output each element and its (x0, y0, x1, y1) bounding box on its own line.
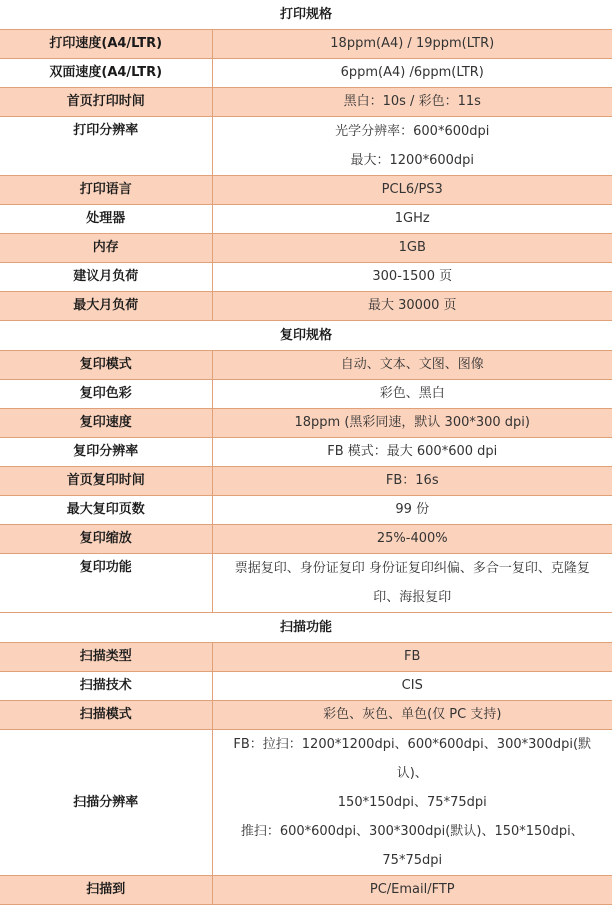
section-title: 打印规格 (0, 0, 612, 30)
spec-row (0, 438, 612, 467)
spec-value (212, 380, 612, 409)
spec-value (212, 525, 612, 554)
spec-label: 复印功能 (0, 554, 212, 613)
spec-value (212, 176, 612, 205)
spec-value (212, 438, 612, 467)
spec-row (0, 88, 612, 117)
spec-value (212, 409, 612, 438)
spec-value-line: 彩色、黑白 (379, 386, 445, 401)
spec-label: 复印分辨率 (0, 438, 212, 467)
spec-row (0, 496, 612, 525)
spec-value (212, 876, 612, 905)
spec-row (0, 525, 612, 554)
spec-label: 处理器 (0, 205, 212, 234)
spec-value (212, 467, 612, 496)
spec-value (212, 496, 612, 525)
spec-value-line: CIS (401, 678, 423, 693)
spec-row (0, 263, 612, 292)
spec-value-line: FB (404, 649, 421, 664)
spec-value (212, 554, 612, 613)
spec-label: 最大月负荷 (0, 292, 212, 321)
spec-value-line: 彩色、灰色、单色(仅 PC 支持) (323, 707, 502, 722)
spec-label: 扫描类型 (0, 643, 212, 672)
spec-row (0, 292, 612, 321)
spec-label: 打印语言 (0, 176, 212, 205)
spec-value-line: 自动、文本、文图、图像 (340, 357, 484, 372)
section-header (0, 613, 612, 643)
spec-value-line: PCL6/PS3 (381, 182, 443, 197)
spec-value (212, 263, 612, 292)
spec-label: 复印缩放 (0, 525, 212, 554)
spec-value-line: 1GB (398, 240, 426, 255)
spec-label: 内存 (0, 234, 212, 263)
section-header (0, 0, 612, 30)
spec-label: 最大复印页数 (0, 496, 212, 525)
spec-label: 复印速度 (0, 409, 212, 438)
spec-value-line: 印、海报复印 (373, 590, 452, 605)
spec-value-line: FB：16s (385, 473, 439, 488)
spec-value (212, 88, 612, 117)
spec-value-line: 300-1500 页 (372, 269, 453, 284)
spec-value (212, 730, 612, 876)
spec-value-line: 推扫：600*600dpi、300*300dpi(默认)、150*150dpi、75*75dpi (240, 824, 584, 868)
spec-value (212, 292, 612, 321)
spec-label: 复印模式 (0, 351, 212, 380)
spec-value-line: 18ppm (黑彩同速，默认 300*300 dpi) (294, 415, 530, 430)
spec-label: 扫描模式 (0, 701, 212, 730)
spec-label: 扫描到 (0, 876, 212, 905)
spec-label: 打印速度(A4/LTR) (0, 30, 212, 59)
spec-value (212, 643, 612, 672)
spec-value-line: 150*150dpi、75*75dpi (337, 795, 487, 810)
spec-label: 首页打印时间 (0, 88, 212, 117)
spec-value (212, 205, 612, 234)
spec-value (212, 351, 612, 380)
spec-value (212, 672, 612, 701)
spec-row (0, 876, 612, 905)
spec-value-line: 18ppm(A4) / 19ppm(LTR) (330, 36, 495, 51)
spec-value-line: PC/Email/FTP (369, 882, 455, 897)
section-title: 扫描功能 (0, 613, 612, 643)
spec-row (0, 351, 612, 380)
spec-row (0, 30, 612, 59)
spec-value (212, 30, 612, 59)
spec-label: 首页复印时间 (0, 467, 212, 496)
spec-value-line: 黑白：10s / 彩色：11s (343, 94, 481, 109)
spec-value-line: 99 份 (395, 502, 430, 517)
spec-value (212, 59, 612, 88)
spec-value-line: 最大：1200*600dpi (350, 153, 475, 168)
spec-row (0, 117, 612, 176)
spec-row (0, 730, 612, 876)
spec-label: 打印分辨率 (0, 117, 212, 176)
spec-value (212, 701, 612, 730)
spec-value-line: 票据复印、身份证复印 身份证复印纠偏、多合一复印、克隆复 (234, 561, 590, 576)
spec-row (0, 380, 612, 409)
spec-value-line: 最大 30000 页 (367, 298, 457, 313)
spec-row (0, 205, 612, 234)
spec-row (0, 409, 612, 438)
spec-row (0, 672, 612, 701)
spec-value-line: 光学分辨率：600*600dpi (335, 124, 490, 139)
spec-label: 建议月负荷 (0, 263, 212, 292)
spec-row (0, 59, 612, 88)
spec-value-line: 6ppm(A4) /6ppm(LTR) (340, 65, 484, 80)
spec-row (0, 701, 612, 730)
spec-value-line: FB 模式：最大 600*600 dpi (327, 444, 498, 459)
spec-label: 扫描分辨率 (0, 730, 212, 876)
spec-label: 扫描技术 (0, 672, 212, 701)
spec-row (0, 467, 612, 496)
spec-label: 双面速度(A4/LTR) (0, 59, 212, 88)
spec-row (0, 176, 612, 205)
spec-value (212, 234, 612, 263)
spec-value (212, 117, 612, 176)
spec-value-line: FB：拉扫：1200*1200dpi、600*600dpi、300*300dpi(默认)、 (233, 737, 592, 781)
spec-row (0, 554, 612, 613)
section-header (0, 321, 612, 351)
section-title: 复印规格 (0, 321, 612, 351)
spec-value-line: 25%-400% (376, 531, 448, 546)
spec-row (0, 643, 612, 672)
spec-row (0, 234, 612, 263)
spec-value-line: 1GHz (394, 211, 430, 226)
spec-label: 复印色彩 (0, 380, 212, 409)
